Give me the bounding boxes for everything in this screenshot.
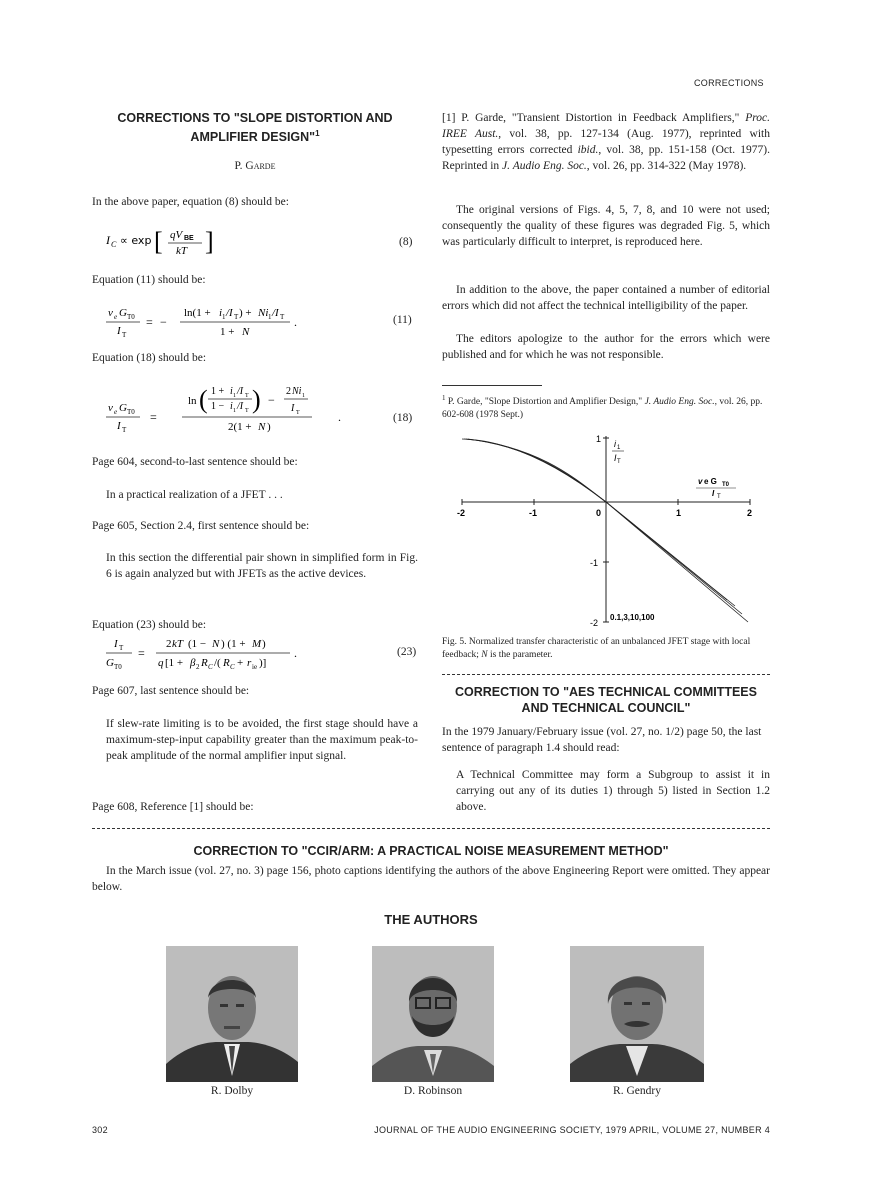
svg-text:q: q: [158, 657, 164, 669]
svg-text:2: 2: [166, 638, 172, 650]
reference-1: [1] P. Garde, "Transient Distortion in Feedback Amplifiers," Proc. IREE Aust., vol. 38, pp. 127-134 (Aug. 1977), reprinted with typesetting errors corrected ibid., vol. 38, pp. 151-158 (Oct. 1977). Reprinted in J. Audio Eng. Soc., vol. 26, pp. 314-322 (May 1978).: [442, 112, 770, 172]
para-editorial-errors: In addition to the above, the paper contained a number of editorial errors which did not affect the technical intelligibility of the paper.: [442, 284, 770, 312]
svg-text:T: T: [234, 313, 239, 321]
svg-text:1: 1: [222, 313, 226, 321]
svg-text:T0: T0: [127, 408, 135, 416]
equation-23: [106, 633, 366, 673]
svg-text:/I: /I: [237, 386, 244, 397]
eq18-number: (18): [393, 412, 413, 424]
eq23-number: (23): [397, 646, 417, 658]
svg-text:/I: /I: [237, 401, 244, 412]
svg-text:v: v: [108, 307, 113, 319]
svg-text:ln: ln: [188, 395, 197, 407]
svg-text:]: ]: [205, 227, 214, 256]
svg-text:T: T: [617, 459, 621, 465]
running-head: CORRECTIONS: [694, 78, 764, 88]
para-eq23-intro: Equation (23) should be:: [92, 619, 207, 631]
figure-5: [442, 430, 770, 630]
svg-text:I: I: [114, 638, 118, 650]
svg-text:R: R: [223, 657, 230, 669]
svg-text:BE: BE: [184, 235, 194, 242]
svg-text:i: i: [230, 386, 233, 397]
svg-text:T0: T0: [114, 663, 122, 671]
y-tick-label: -1: [590, 558, 599, 568]
svg-text:=: =: [150, 410, 157, 424]
para-page605: Page 605, Section 2.4, first sentence should be:: [92, 520, 310, 532]
author-name: P. Garde: [234, 160, 276, 172]
svg-text:R: R: [201, 657, 208, 669]
svg-text:N: N: [242, 326, 250, 338]
svg-text:/(: /(: [214, 657, 221, 669]
svg-text:2(1 +: 2(1 +: [228, 421, 252, 433]
page-number: 302: [92, 1125, 108, 1135]
equation-11: [106, 302, 366, 342]
curve-n-0.1: [462, 439, 727, 600]
svg-text:=: =: [138, 646, 145, 660]
svg-text:I: I: [117, 420, 121, 432]
svg-text:M: M: [252, 638, 262, 650]
svg-text:/I: /I: [226, 307, 233, 319]
quote-page607: If slew-rate limiting is to be avoided, the first stage should have a maximum-step-input capability greater than the maximum peak-to-peak amplitude of the normal amplifier input signal.: [106, 718, 418, 762]
svg-text:kT: kT: [172, 638, 183, 650]
svg-text:kT: kT: [176, 245, 187, 257]
svg-text:)]: )]: [259, 657, 267, 669]
svg-text:T: T: [296, 410, 300, 416]
para-ccir-issue: In the March issue (vol. 27, no. 3) page 156, photo captions identifying the authors of the above Engineering Report were omitted. They appear below.: [92, 865, 770, 893]
svg-text:1: 1: [233, 408, 236, 414]
y-axis-label: i: [614, 439, 616, 449]
svg-text:β: β: [190, 657, 196, 669]
svg-text:/I: /I: [272, 307, 279, 319]
aes-correction-title: CORRECTION TO "AES TECHNICAL COMMITTEES AND TECHNICAL COUNCIL": [454, 685, 757, 715]
svg-text:N: N: [258, 421, 266, 433]
svg-text:T0: T0: [127, 313, 135, 321]
journal-footer: JOURNAL OF THE AUDIO ENGINEERING SOCIETY, 1979 APRIL, VOLUME 27, NUMBER 4: [374, 1125, 770, 1135]
para-eq11-intro: Equation (11) should be:: [92, 274, 206, 286]
svg-text:−: −: [268, 393, 275, 407]
quote-page604: In a practical realization of a JFET . . .: [106, 489, 283, 501]
quote-aes: A Technical Committee may form a Subgroup to assist it in carrying out any of its duties 1) through 5) listed in Section 1.2 above.: [456, 769, 770, 813]
full-width-divider: [92, 828, 770, 829]
svg-text:−: −: [160, 315, 167, 329]
equation-8: [106, 226, 306, 256]
svg-text:T: T: [122, 331, 127, 339]
svg-text:2: 2: [196, 663, 200, 671]
author-caption: R. Gendry: [613, 1085, 661, 1097]
svg-text:I: I: [614, 453, 617, 463]
svg-text:1 −: 1 −: [211, 401, 225, 412]
svg-text:C: C: [230, 663, 235, 671]
svg-text:2: 2: [286, 386, 291, 397]
parameter-label: 0.1,3,10,100: [610, 613, 655, 622]
svg-text:[1 +: [1 +: [165, 657, 184, 669]
svg-text:Ni: Ni: [258, 307, 269, 319]
svg-text:1: 1: [302, 393, 305, 399]
corrections-title: CORRECTIONS TO "SLOPE DISTORTION AND AMPLIFIER DESIGN"$^1$: [117, 111, 393, 145]
svg-text:T: T: [119, 644, 124, 652]
svg-text:) +: ) +: [239, 307, 252, 319]
svg-text:i: i: [219, 307, 223, 319]
svg-text:T: T: [122, 426, 127, 434]
svg-text:1 +: 1 +: [220, 326, 235, 338]
author-caption: D. Robinson: [403, 1085, 463, 1097]
svg-text:I: I: [117, 325, 121, 337]
svg-text:Ni: Ni: [292, 386, 302, 397]
svg-text:I: I: [106, 233, 110, 247]
eq8-number: (8): [399, 236, 413, 248]
x-tick-label: -2: [457, 508, 466, 518]
svg-text:C: C: [111, 240, 117, 249]
footnote-1: $^1$ P. Garde, "Slope Distortion and Amplifier Design," J. Audio Eng. Soc., vol. 26, pp. 602-608 (1978 Sept.): [442, 394, 763, 421]
svg-text:): ): [252, 385, 261, 414]
x-tick-label: -1: [529, 508, 538, 518]
svg-text:qV: qV: [170, 229, 183, 241]
svg-text:T: T: [245, 408, 249, 414]
svg-text:1: 1: [233, 393, 236, 399]
svg-text:G: G: [119, 402, 127, 414]
svg-text:): ): [267, 421, 271, 433]
svg-text:) (1 +: ) (1 +: [221, 638, 246, 650]
svg-text:.: .: [338, 410, 341, 424]
svg-text:I: I: [291, 403, 295, 414]
svg-text:G: G: [119, 307, 127, 319]
x-tick-label: 1: [676, 508, 682, 518]
author-caption: R. Dolby: [210, 1085, 254, 1097]
x-tick-label: 2: [747, 508, 753, 518]
para-figures-note: The original versions of Figs. 4, 5, 7, 8, and 10 were not used; consequently the quality of these figures was degraded Fig. 5, which was particularly difficult to interpret, is reproduced here.: [442, 204, 770, 248]
author-photo-dolby: [166, 946, 298, 1082]
svg-text:ln(1 +: ln(1 +: [184, 307, 211, 319]
svg-text:C: C: [208, 663, 213, 671]
quote-page605: In this section the differential pair shown in simplified form in Fig. 6 is again analyzed but with JFETs as the active devices.: [106, 552, 418, 580]
svg-text:(1 −: (1 −: [188, 638, 207, 650]
svg-text:T: T: [717, 494, 721, 500]
svg-text:G: G: [106, 657, 114, 669]
curve-n-3: [464, 439, 735, 606]
equation-18: [106, 378, 366, 436]
svg-text:r: r: [247, 657, 252, 669]
x-tick-label: 0: [596, 508, 602, 518]
curve-n-100: [468, 439, 748, 622]
y-tick-label: 1: [596, 434, 602, 444]
para-aes-issue: In the 1979 January/February issue (vol. 27, no. 1/2) page 50, the last sentence of paragraph 1.4 should read:: [442, 726, 762, 754]
footnote-rule: [442, 385, 542, 386]
authors-heading: THE AUTHORS: [384, 912, 478, 927]
svg-text:): ): [262, 638, 266, 650]
svg-text:i: i: [230, 401, 233, 412]
svg-text:ie: ie: [252, 663, 258, 671]
y-tick-label: -2: [590, 618, 599, 628]
para-eq18-intro: Equation (18) should be:: [92, 352, 207, 364]
ccir-correction-title: CORRECTION TO "CCIR/ARM: A PRACTICAL NOISE MEASUREMENT METHOD": [193, 844, 669, 858]
figure-5-caption: Fig. 5. Normalized transfer characteristic of an unbalanced JFET stage with local feedback; N is the parameter.: [442, 637, 751, 660]
svg-text:T: T: [245, 393, 249, 399]
svg-text:e: e: [114, 408, 118, 416]
para-page608: Page 608, Reference [1] should be:: [92, 801, 254, 813]
para-page604: Page 604, second-to-last sentence should be:: [92, 456, 298, 468]
svg-text:1: 1: [617, 445, 621, 451]
svg-text:e: e: [114, 313, 118, 321]
para-apology: The editors apologize to the author for the errors which were published and for which he was not responsible.: [442, 333, 770, 361]
svg-text:N: N: [212, 638, 220, 650]
svg-text:I: I: [712, 489, 715, 498]
curve-n-10: [466, 439, 742, 614]
author-photo-gendry: [570, 946, 704, 1082]
section-divider: [442, 674, 770, 675]
svg-text:T: T: [280, 313, 285, 321]
svg-text:v: v: [108, 402, 113, 414]
author-photo-robinson: [372, 946, 494, 1082]
para-eq8-intro: In the above paper, equation (8) should be:: [92, 196, 289, 208]
svg-text:+: +: [237, 657, 244, 669]
svg-text:1 +: 1 +: [211, 386, 225, 397]
svg-text:(: (: [199, 385, 208, 414]
svg-text:[: [: [154, 227, 163, 256]
svg-text:1: 1: [268, 313, 272, 321]
svg-text:.: .: [294, 646, 297, 660]
svg-text:.: .: [294, 315, 297, 329]
x-axis-label: v: [698, 477, 703, 486]
eq11-number: (11): [393, 314, 412, 326]
svg-text:T0: T0: [722, 482, 730, 488]
para-page607: Page 607, last sentence should be:: [92, 685, 250, 697]
svg-text:∝ exp: ∝ exp: [120, 234, 152, 247]
svg-text:=: =: [146, 315, 153, 329]
svg-text:e G: e G: [704, 477, 717, 486]
